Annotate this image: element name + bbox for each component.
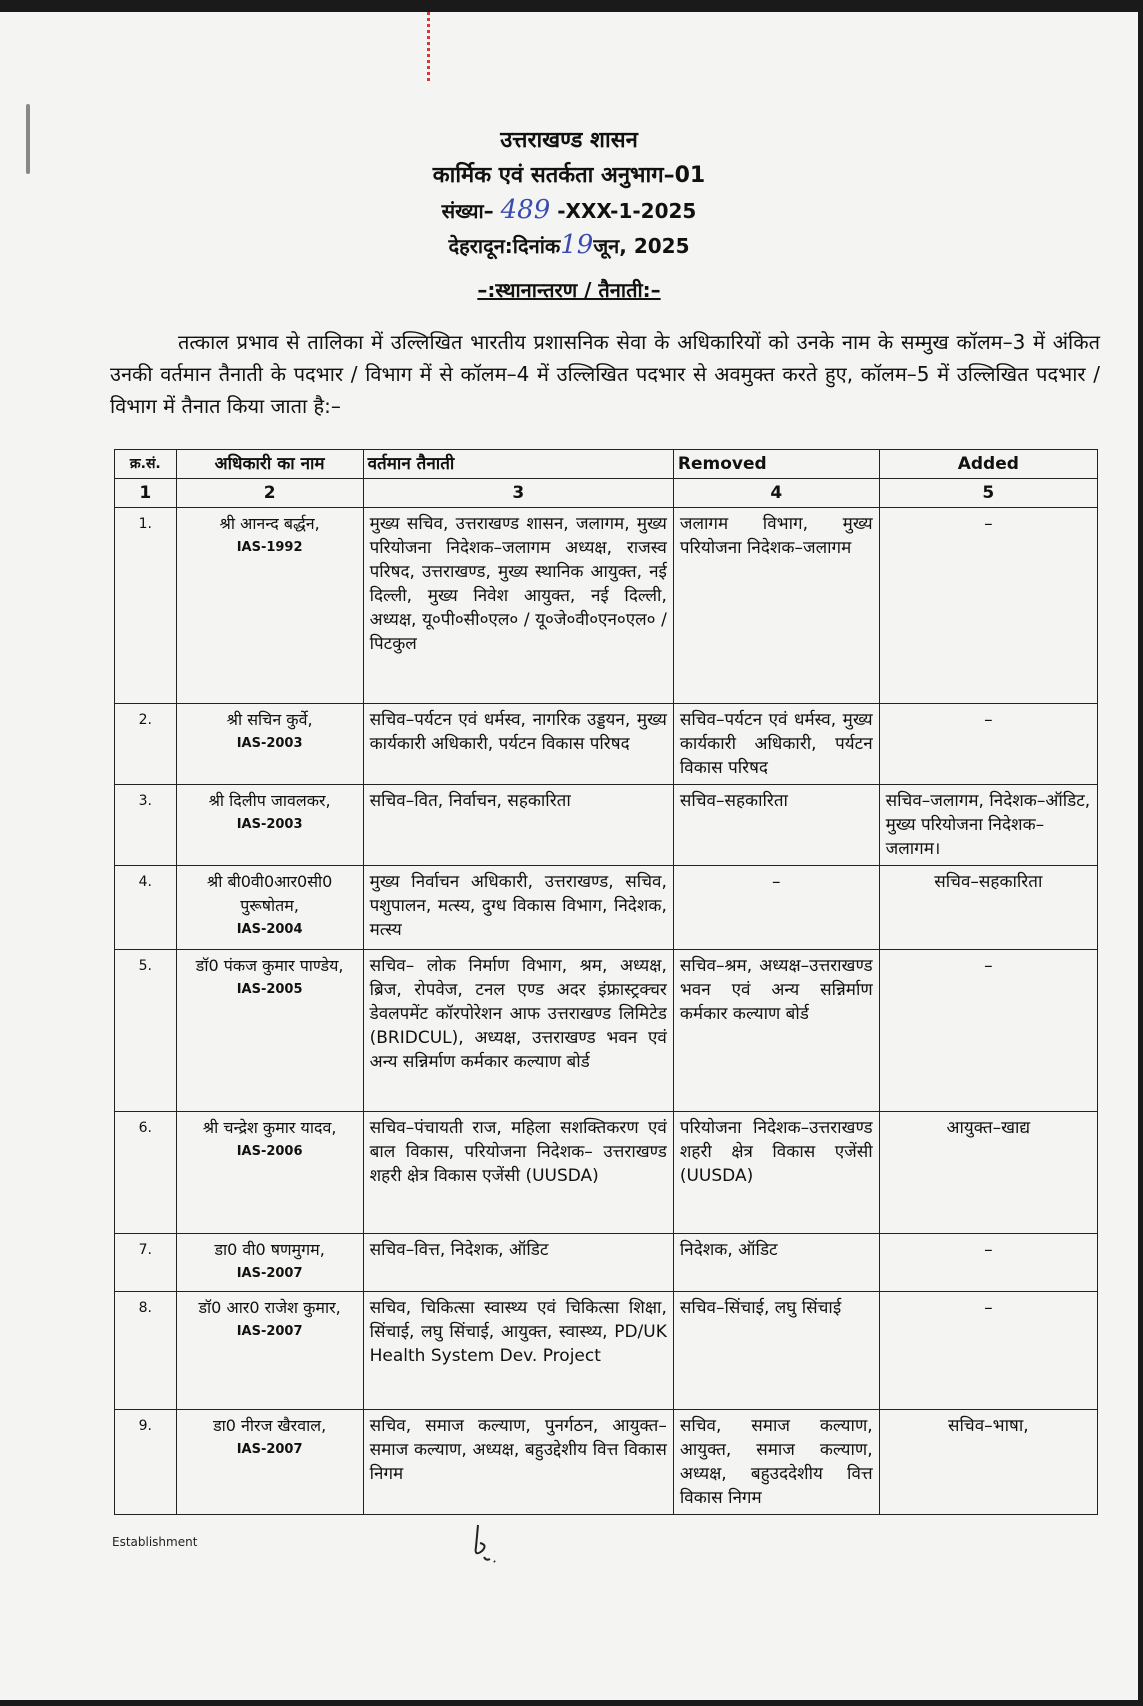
table-row: [115, 1112, 1098, 1234]
current-posting: सचिव–पर्यटन एवं धर्मस्व, नागरिक उड्डयन, मुख्य कार्यकारी अधिकारी, पर्यटन विकास परिषद: [363, 704, 673, 785]
ias-batch: IAS-2007: [236, 1324, 303, 1339]
ias-batch: IAS-2003: [236, 817, 303, 832]
officer-cell: [176, 704, 363, 785]
officer-name: श्री दिलीप जावलकर,: [208, 791, 331, 810]
removed-posting: सचिव–सहकारिता: [673, 785, 879, 866]
department-title: कार्मिक एवं सतर्कता अनुभाग–01: [432, 163, 706, 188]
header-sn: क्र.सं.: [115, 450, 177, 479]
ias-batch: IAS-2003: [236, 736, 303, 751]
serial-number: 7.: [115, 1234, 177, 1292]
officer-name: श्री आनन्द बर्द्धन,: [219, 514, 320, 533]
officer-name: डॉ0 पंकज कुमार पाण्डेय,: [195, 956, 344, 975]
officer-cell: [176, 508, 363, 704]
current-posting: सचिव, चिकित्सा स्वास्थ्य एवं चिकित्सा शिक्षा, सिंचाई, लघु सिंचाई, आयुक्त, स्वास्थ्य, PD/UK Health System Dev. Project: [363, 1292, 673, 1410]
subject-heading: –:स्थानान्तरण / तैनाती:–: [477, 278, 661, 302]
ias-batch: IAS-1992: [236, 540, 303, 555]
government-title: उत्तराखण्ड शासन: [500, 128, 638, 153]
document-page: [0, 12, 1138, 1700]
serial-number: 8.: [115, 1292, 177, 1410]
officer-name: श्री सचिन कुर्वे,: [226, 710, 313, 729]
serial-number: 5.: [115, 950, 177, 1112]
initials-signature: [466, 1517, 506, 1567]
table-row: [115, 950, 1098, 1112]
column-number-row: [115, 479, 1098, 508]
removed-posting: सचिव–पर्यटन एवं धर्मस्व, मुख्य कार्यकारी अधिकारी, पर्यटन विकास परिषद: [673, 704, 879, 785]
removed-posting: निदेशक, ऑडिट: [673, 1234, 879, 1292]
col-number: 4: [673, 479, 879, 508]
handwritten-number: 489: [500, 195, 551, 225]
table-row: [115, 866, 1098, 950]
table-row: [115, 1292, 1098, 1410]
added-posting: आयुक्त–खाद्य: [879, 1112, 1097, 1234]
handwritten-date: 19: [560, 230, 594, 260]
added-posting: –: [879, 1234, 1097, 1292]
ias-batch: IAS-2007: [236, 1442, 303, 1457]
stamp-mark: [427, 12, 430, 82]
serial-number: 3.: [115, 785, 177, 866]
header-added: Added: [879, 450, 1097, 479]
serial-number: 6.: [115, 1112, 177, 1234]
document-date: देहरादून:दिनांक19जून, 2025: [448, 230, 690, 260]
current-posting: मुख्य निर्वाचन अधिकारी, उत्तराखण्ड, सचिव, पशुपालन, मत्स्य, दुग्ध विकास विभाग, निदेशक, मत्स्य: [363, 866, 673, 950]
serial-number: 9.: [115, 1410, 177, 1515]
serial-number: 2.: [115, 704, 177, 785]
officer-cell: [176, 1112, 363, 1234]
table-row: [115, 1234, 1098, 1292]
officer-name: डॉ0 आर0 राजेश कुमार,: [198, 1298, 341, 1317]
header-removed: Removed: [673, 450, 879, 479]
officer-cell: [176, 1234, 363, 1292]
reference-number: संख्या– 489 -XXX-1-2025: [441, 195, 697, 225]
officer-cell: [176, 785, 363, 866]
current-posting: मुख्य सचिव, उत्तराखण्ड शासन, जलागम, मुख्य परियोजना निदेशक–जलागम अध्यक्ष, राजस्व परिषद, उत्तराखण्ड, मुख्य स्थानिक आयुक्त, नई दिल्ली, मुख्य निवेश आयुक्त, नई दिल्ली, अध्यक्ष, यू०पी०सी०एल० / यू०जे०वी०एन०एल० / पिटकुल: [363, 508, 673, 704]
intro-paragraph: तत्काल प्रभाव से तालिका में उल्लिखित भारतीय प्रशासनिक सेवा के अधिकारियों को उनके नाम के सम्मुख कॉलम–3 में अंकित उनकी वर्तमान तैनाती के पदभार / विभाग में से कॉलम–4 में उल्लिखित पदभार से अवमुक्त करते हुए, कॉलम–5 में उल्लिखित पदभार / विभाग में तैनात किया जाता है:–: [110, 330, 1100, 418]
table-row: [115, 1410, 1098, 1515]
officer-cell: [176, 1292, 363, 1410]
table-row: [115, 785, 1098, 866]
removed-posting: परियोजना निदेशक–उत्तराखण्ड शहरी क्षेत्र विकास एजेंसी (UUSDA): [673, 1112, 879, 1234]
officer-cell: [176, 866, 363, 950]
officer-name: श्री चन्द्रेश कुमार यादव,: [202, 1118, 337, 1137]
table-row: [115, 704, 1098, 785]
col-number: 2: [176, 479, 363, 508]
added-posting: –: [879, 704, 1097, 785]
added-posting: सचिव–भाषा,: [879, 1410, 1097, 1515]
officer-name: डा0 वी0 षणमुगम,: [214, 1240, 325, 1259]
serial-number: 1.: [115, 508, 177, 704]
serial-number: 4.: [115, 866, 177, 950]
table-row: [115, 508, 1098, 704]
officer-cell: [176, 950, 363, 1112]
officer-name: डा0 नीरज खैरवाल,: [213, 1416, 327, 1435]
col-number: 1: [115, 479, 177, 508]
col-number: 5: [879, 479, 1097, 508]
ias-batch: IAS-2006: [236, 1144, 303, 1159]
added-posting: –: [879, 950, 1097, 1112]
footer-label: Establishment: [112, 1535, 198, 1549]
transfer-table: [114, 449, 1098, 1515]
added-posting: सचिव–जलागम, निदेशक–ऑडिट, मुख्य परियोजना निदेशक– जलागम।: [879, 785, 1097, 866]
ias-batch: IAS-2007: [236, 1266, 303, 1281]
removed-posting: सचिव–सिंचाई, लघु सिंचाई: [673, 1292, 879, 1410]
added-posting: –: [879, 508, 1097, 704]
ias-batch: IAS-2005: [236, 982, 303, 997]
header-name: अधिकारी का नाम: [176, 450, 363, 479]
current-posting: सचिव, समाज कल्याण, पुनर्गठन, आयुक्त–समाज कल्याण, अध्यक्ष, बहुउद्देशीय वित्त विकास निगम: [363, 1410, 673, 1515]
header-current: वर्तमान तैनाती: [363, 450, 673, 479]
removed-posting: जलागम विभाग, मुख्य परियोजना निदेशक–जलागम: [673, 508, 879, 704]
added-posting: –: [879, 1292, 1097, 1410]
removed-posting: –: [673, 866, 879, 950]
added-posting: सचिव–सहकारिता: [879, 866, 1097, 950]
removed-posting: सचिव–श्रम, अध्यक्ष–उत्तराखण्ड भवन एवं अन्य सन्निर्माण कर्मकार कल्याण बोर्ड: [673, 950, 879, 1112]
removed-posting: सचिव, समाज कल्याण, आयुक्त, समाज कल्याण, अध्यक्ष, बहुउददेशीय वित्त विकास निगम: [673, 1410, 879, 1515]
current-posting: सचिव–वित्त, निदेशक, ऑडिट: [363, 1234, 673, 1292]
col-number: 3: [363, 479, 673, 508]
current-posting: सचिव–पंचायती राज, महिला सशक्तिकरण एवं बाल विकास, परियोजना निदेशक– उत्तराखण्ड शहरी क्षेत्र विकास एजेंसी (UUSDA): [363, 1112, 673, 1234]
table-header-row: [115, 450, 1098, 479]
officer-name: श्री बी0वी0आर0सी0 पुरूषोतम,: [206, 872, 333, 915]
current-posting: सचिव– लोक निर्माण विभाग, श्रम, अध्यक्ष, ब्रिज, रोपवेज, टनल एण्ड अदर इंफ्रास्ट्रक्चर डेवलपमेंट कॉरपोरेशन आफ उत्तराखण्ड लिमिटेड (BRIDCUL), अध्यक्ष, उत्तराखण्ड भवन एवं अन्य सन्निर्माण कर्मकार कल्याण बोर्ड: [363, 950, 673, 1112]
ias-batch: IAS-2004: [236, 922, 303, 937]
current-posting: सचिव–वित, निर्वाचन, सहकारिता: [363, 785, 673, 866]
officer-cell: [176, 1410, 363, 1515]
